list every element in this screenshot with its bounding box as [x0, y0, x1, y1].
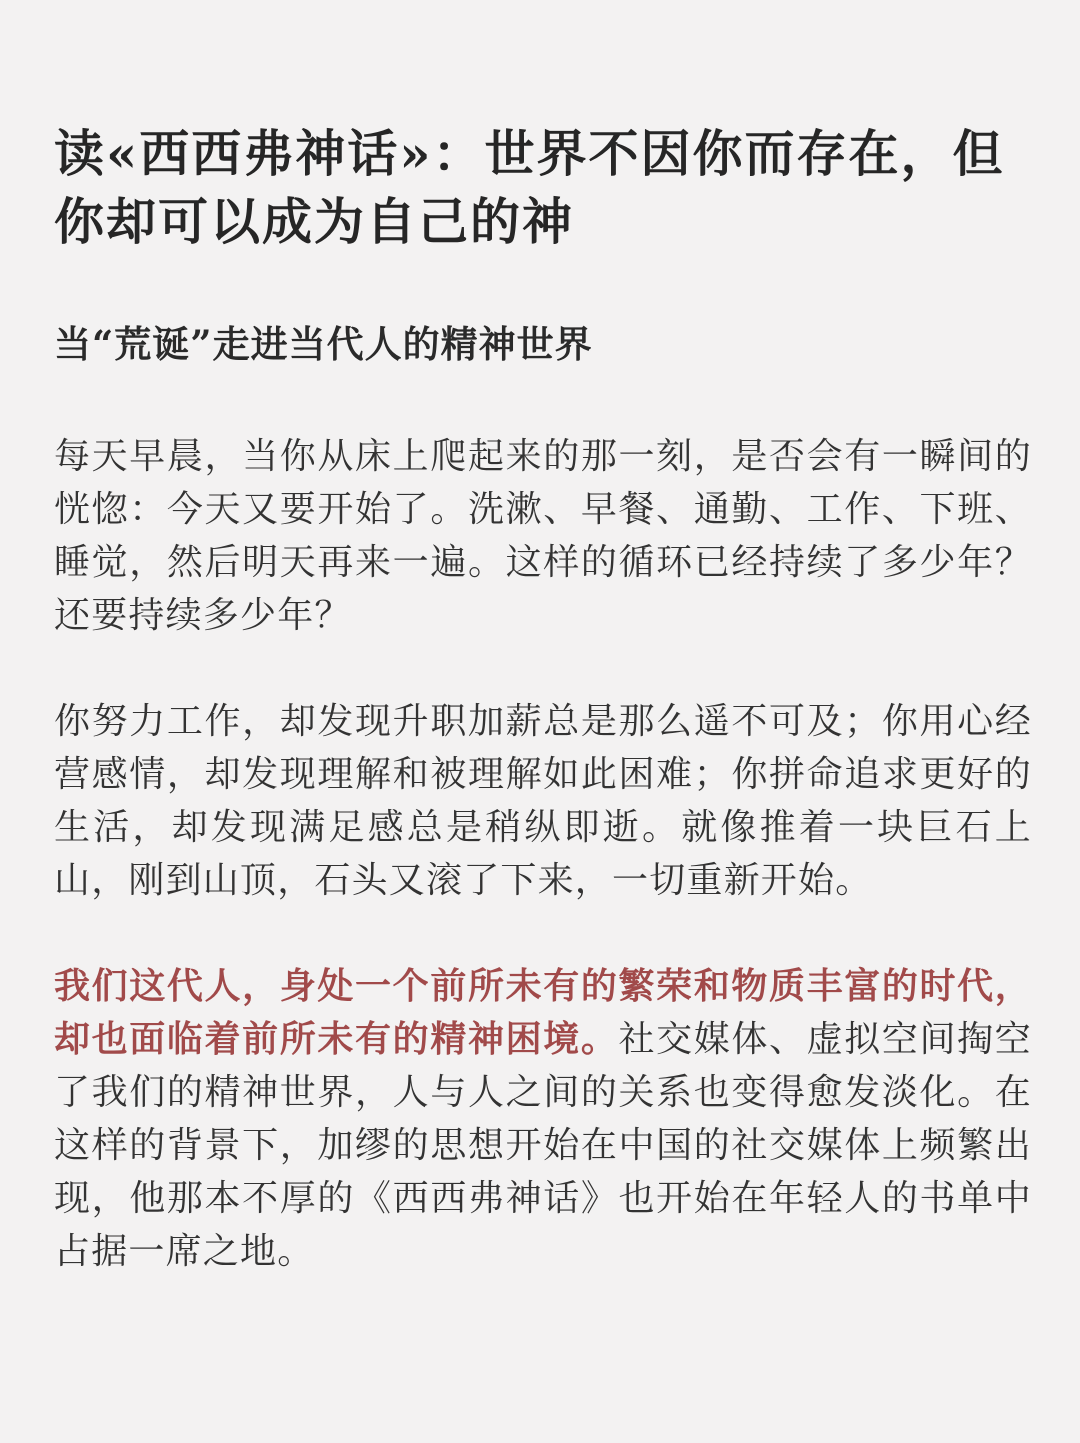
paragraph-sisyphean-efforts: 你努力工作，却发现升职加薪总是那么遥不可及；你用心经营感情，却发现理解和被理解如此困难；你拼命追求更好的生活，却发现满足感总是稍纵即逝。就像推着一块巨石上山，刚到山顶，石头又滚了下来，一切重新开始。	[54, 701, 1032, 901]
paragraph-morning-routine: 每天早晨，当你从床上爬起来的那一刻，是否会有一瞬间的恍惚：今天又要开始了。洗漱、早餐、通勤、工作、下班、睡觉，然后明天再来一遍。这样的循环已经持续了多少年？还要持续多少年？	[54, 436, 1032, 636]
paragraph-continuation: 社交媒体、虚拟空间掏空了我们的精神世界，人与人之间的关系也变得愈发淡化。在这样的背景下，加缪的思想开始在中国的社交媒体上频繁出现，他那本不厚的《西西弗神话》也开始在年轻人的书单中占据一席之地。	[54, 1019, 1032, 1272]
article-title: 读«西西弗神话»：世界不因你而存在，但你却可以成为自己的神	[54, 124, 1005, 251]
paragraph-spiritual-dilemma	[54, 960, 1032, 1278]
section-heading: 当“荒诞”走进当代人的精神世界	[54, 322, 593, 366]
highlighted-text: 我们这代人，身处一个前所未有的繁荣和物质丰富的时代，却也面临着前所未有的精神困境。	[54, 965, 1032, 1060]
